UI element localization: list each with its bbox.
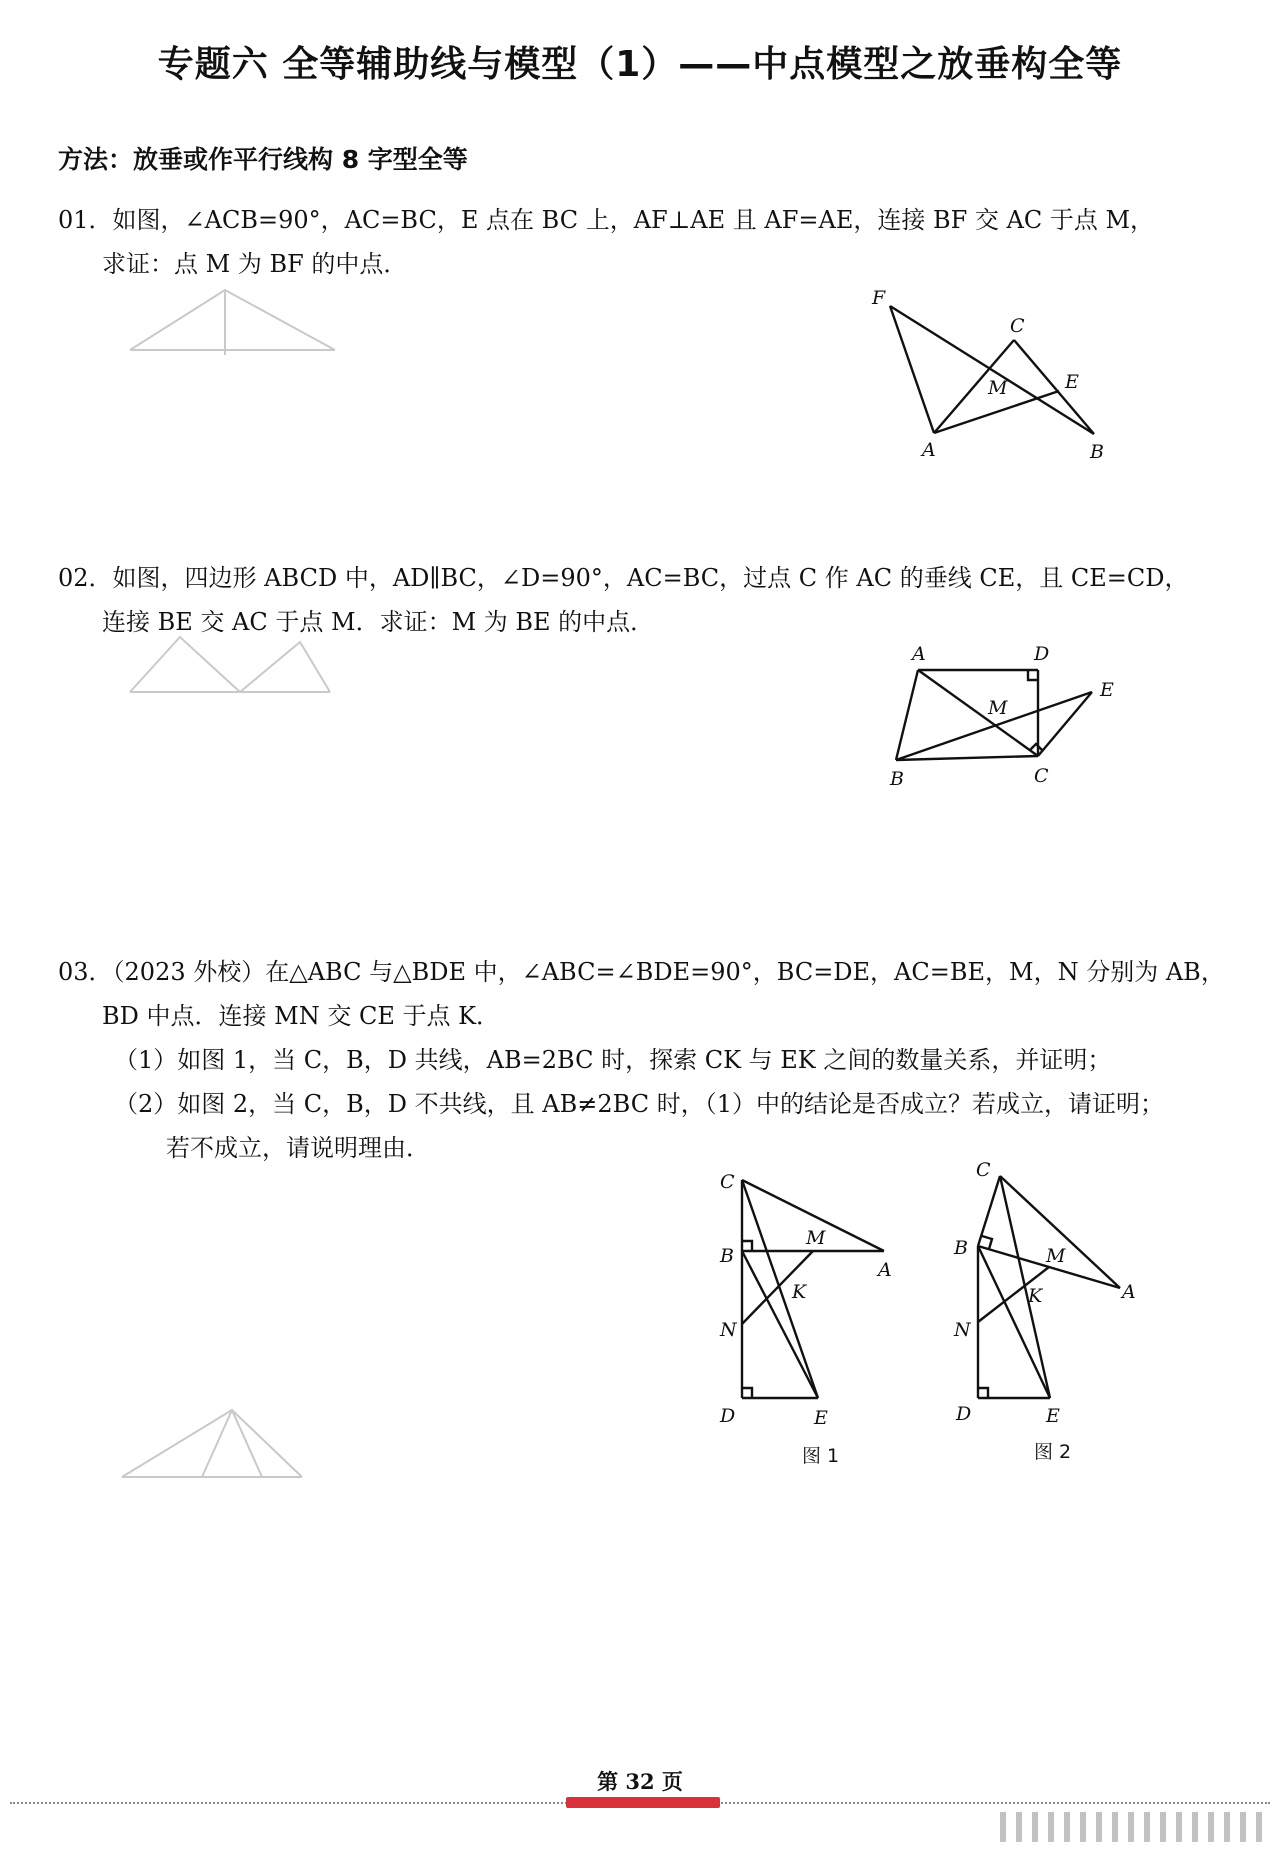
problem-3-line-4: （2）如图 2，当 C，B，D 不共线，且 AB≠2BC 时，（1）中的结论是否成立？若成立，请证明；	[114, 1090, 1164, 1118]
label-E: E	[1046, 1405, 1060, 1427]
label-M: M	[1046, 1245, 1066, 1267]
label-C: C	[1010, 315, 1025, 337]
label-A: A	[1122, 1281, 1136, 1303]
problem-2	[58, 556, 1188, 644]
bleed-through-sketch-3	[112, 1402, 312, 1492]
figure-problem-2	[882, 640, 1122, 800]
label-D: D	[956, 1403, 972, 1425]
problem-3-line-2: BD 中点．连接 MN 交 CE 于点 K．	[102, 1002, 501, 1030]
label-D: D	[720, 1405, 736, 1427]
problem-3-line-3: （1）如图 1，当 C，B，D 共线，AB=2BC 时，探索 CK 与 EK 之间的数量关系，并证明；	[114, 1046, 1112, 1074]
problem-2-line-2: 连接 BE 交 AC 于点 M．求证：M 为 BE 的中点．	[102, 608, 655, 636]
label-E: E	[814, 1407, 828, 1429]
label-C: C	[720, 1171, 735, 1193]
page-number: 第 32 页	[597, 1769, 683, 1794]
figure-problem-3-1	[712, 1160, 912, 1470]
bleed-through-sketch-2	[120, 632, 340, 712]
problem-1-line-2: 求证：点 M 为 BF 的中点．	[102, 250, 408, 278]
problem-3-line-1: 03．（2023 外校）在△ABC 与△BDE 中，∠ABC=∠BDE=90°，BC=DE，AC=BE，M，N 分别为 AB，	[58, 958, 1225, 986]
problem-2-line-1: 02．如图，四边形 ABCD 中，AD∥BC，∠D=90°，AC=BC，过点 C 作 AC 的垂线 CE，且 CE=CD，	[58, 564, 1189, 592]
label-C: C	[1034, 765, 1049, 787]
binding-stripes	[1000, 1812, 1270, 1842]
label-A: A	[878, 1259, 892, 1281]
figure-problem-1	[868, 288, 1128, 468]
label-K: K	[792, 1281, 807, 1303]
footer-red-bar	[566, 1797, 720, 1808]
problem-3	[58, 950, 1225, 1170]
method-heading: 方法：放垂或作平行线构 8 字型全等	[58, 145, 468, 174]
problem-3-line-5: 若不成立，请说明理由．	[166, 1134, 430, 1162]
label-M: M	[806, 1227, 826, 1249]
label-K: K	[1028, 1285, 1043, 1307]
bleed-through-sketch-1	[120, 280, 350, 370]
label-N: N	[720, 1319, 737, 1341]
label-E: E	[1100, 679, 1114, 701]
label-D: D	[1034, 643, 1050, 665]
label-C: C	[976, 1159, 991, 1181]
figure-problem-3-2	[946, 1156, 1156, 1470]
label-B: B	[1090, 441, 1104, 463]
problem-1	[58, 198, 1154, 286]
label-A: A	[912, 643, 926, 665]
figure-2-caption: 图 2	[1034, 1441, 1072, 1463]
label-F: F	[872, 288, 886, 309]
problem-1-line-1: 01．如图，∠ACB=90°，AC=BC，E 点在 BC 上，AF⊥AE 且 AF=AE，连接 BF 交 AC 于点 M，	[58, 206, 1155, 234]
page-title: 专题六 全等辅助线与模型（1）——中点模型之放垂构全等	[157, 44, 1123, 85]
label-B: B	[890, 768, 904, 790]
label-M: M	[988, 697, 1008, 719]
label-B: B	[720, 1245, 734, 1267]
label-N: N	[954, 1319, 971, 1341]
label-A: A	[922, 439, 936, 461]
label-E: E	[1065, 371, 1079, 393]
figure-1-caption: 图 1	[802, 1445, 840, 1467]
label-B: B	[954, 1237, 968, 1259]
label-M: M	[988, 377, 1008, 399]
